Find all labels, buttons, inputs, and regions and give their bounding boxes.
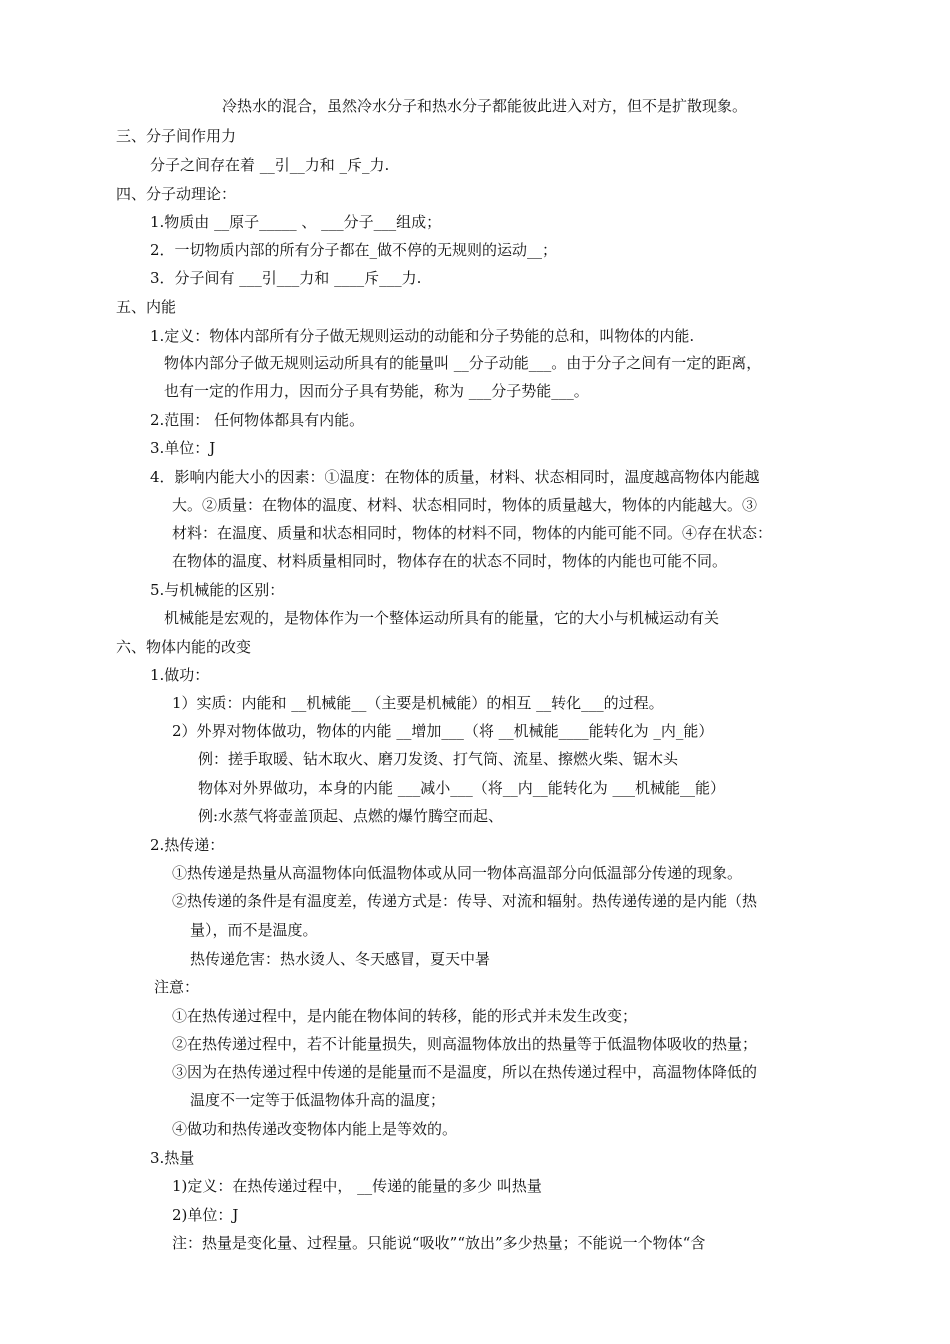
- text-line: ②热传递的条件是有温度差，传递方式是：传导、对流和辐射。热传递传递的是内能（热: [172, 892, 758, 910]
- text-line: ②在热传递过程中，若不计能量损失，则高温物体放出的热量等于低温物体吸收的热量；: [172, 1035, 758, 1053]
- text-line: 3.热量: [150, 1149, 195, 1167]
- text-line: 物体内部分子做无规则运动所具有的能量叫 __分子动能___。由于分子之间有一定的距离，: [164, 354, 762, 372]
- text-line: 3.单位：J: [150, 439, 216, 457]
- text-line: 3．分子间有 ___引___力和 ____斥___力.: [150, 269, 422, 287]
- text-line: 2.范围： 任何物体都具有内能。: [150, 411, 365, 429]
- section-heading: 五、内能: [116, 298, 177, 316]
- text-line: 2．一切物质内部的所有分子都在_做不停的无规则的运动__；: [150, 241, 558, 259]
- section-heading: 四、分子动理论：: [116, 185, 237, 203]
- text-line: 大。②质量：在物体的温度、材料、状态相同时，物体的质量越大，物体的内能越大。③: [172, 496, 758, 514]
- text-line: 1）实质：内能和 __机械能__（主要是机械能）的相互 __转化___的过程。: [172, 694, 664, 712]
- text-line: 在物体的温度、材料质量相同时，物体存在的状态不同时，物体的内能也可能不同。: [172, 552, 728, 570]
- text-line: 例：搓手取暖、钻木取火、磨刀发烫、打气筒、流星、擦燃火柴、锯木头: [198, 750, 679, 768]
- text-line: 2)单位：J: [172, 1206, 239, 1224]
- text-line: 5.与机械能的区别：: [150, 581, 285, 599]
- text-line: 材料：在温度、质量和状态相同时，物体的材料不同，物体的内能可能不同。④存在状态：: [172, 524, 773, 542]
- text-line: 1.定义：物体内部所有分子做无规则运动的动能和分子势能的总和，叫物体的内能.: [150, 327, 695, 345]
- section-heading: 三、分子间作用力: [116, 127, 237, 145]
- text-line: 温度不一定等于低温物体升高的温度；: [190, 1091, 446, 1109]
- text-line: ①在热传递过程中，是内能在物体间的转移，能的形式并未发生改变；: [172, 1007, 638, 1025]
- text-line: 1.做功：: [150, 666, 210, 684]
- text-line: 2）外界对物体做功，物体的内能 __增加___（将 __机械能____能转化为 _内_能）: [172, 722, 714, 740]
- note-heading: 注意：: [154, 978, 200, 996]
- text-line: 冷热水的混合，虽然冷水分子和热水分子都能彼此进入对方，但不是扩散现象。: [222, 97, 748, 115]
- text-line: 注：热量是变化量、过程量。只能说“吸收”“放出”多少热量；不能说一个物体“含: [172, 1234, 706, 1252]
- text-line: 例:水蒸气将壶盖顶起、点燃的爆竹腾空而起、: [198, 807, 504, 825]
- text-line: 4．影响内能大小的因素：①温度：在物体的质量，材料、状态相同时，温度越高物体内能越: [150, 468, 760, 486]
- text-line: 1.物质由 __原子_____ 、 ___分子___组成；: [150, 213, 442, 231]
- text-line: 物体对外界做功，本身的内能 ___减小___（将__内__能转化为 ___机械能__能）: [198, 779, 726, 797]
- text-line: ④做功和热传递改变物体内能上是等效的。: [172, 1120, 458, 1138]
- text-line: ①热传递是热量从高温物体向低温物体或从同一物体高温部分向低温部分传递的现象。: [172, 864, 743, 882]
- text-line: 热传递危害：热水烫人、冬天感冒，夏天中暑: [190, 950, 491, 968]
- text-line: 量），而不是温度。: [190, 921, 318, 939]
- text-line: 也有一定的作用力，因而分子具有势能，称为 ___分子势能___。: [164, 382, 589, 400]
- section-heading: 六、物体内能的改变: [116, 638, 252, 656]
- text-line: 1)定义：在热传递过程中， __传递的能量的多少 叫热量: [172, 1177, 542, 1195]
- text-line: 2.热传递：: [150, 836, 225, 854]
- text-line: 分子之间存在着 __引__力和 _斥_力.: [150, 156, 390, 174]
- text-line: 机械能是宏观的，是物体作为一个整体运动所具有的能量，它的大小与机械运动有关: [164, 609, 720, 627]
- text-line: ③因为在热传递过程中传递的是能量而不是温度，所以在热传递过程中，高温物体降低的: [172, 1063, 758, 1081]
